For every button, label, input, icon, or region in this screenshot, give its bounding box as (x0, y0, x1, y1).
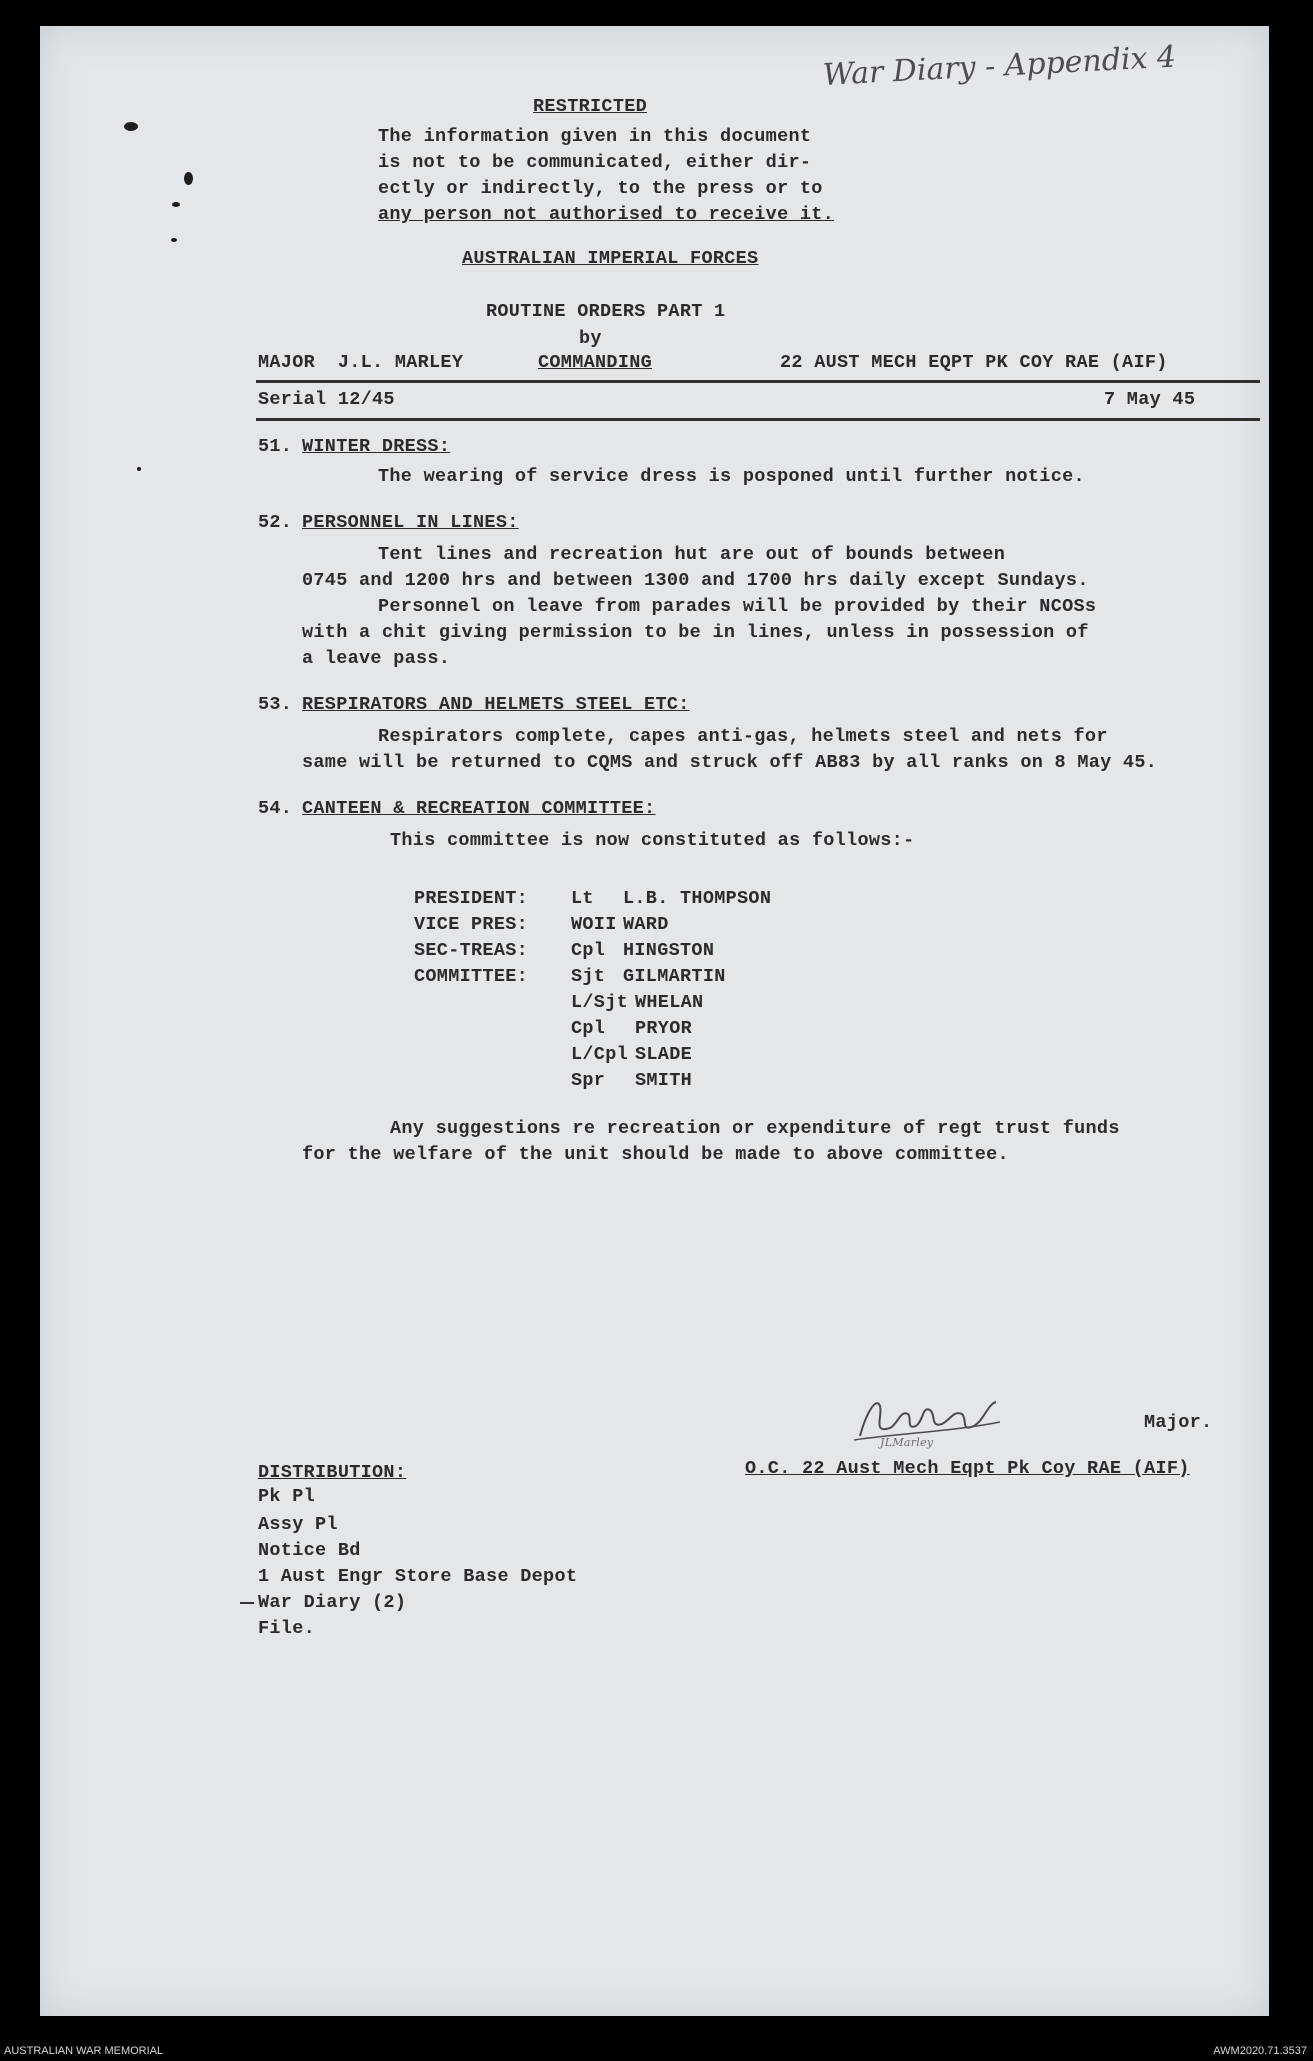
order-heading: RESPIRATORS AND HELMETS STEEL ETC: (302, 694, 690, 715)
committee-name: GILMARTIN (623, 966, 726, 987)
committee-name: L.B. THOMPSON (623, 888, 772, 909)
committee-rank: L/Sjt (571, 992, 629, 1013)
order-number: 54. (258, 798, 293, 819)
order-date: 7 May 45 (1104, 389, 1196, 410)
committee-rank: WOII (571, 914, 617, 935)
signatory-title: O.C. 22 Aust Mech Eqpt Pk Coy RAE (AIF) (745, 1458, 1190, 1479)
order-number: 53. (258, 694, 293, 715)
committee-name: HINGSTON (623, 940, 715, 961)
ink-speck (184, 172, 193, 185)
signature-name: JLMarley (880, 1436, 934, 1449)
orders-title: ROUTINE ORDERS PART 1 (486, 301, 726, 322)
order-text: The wearing of service dress is posponed until further notice. (378, 466, 1085, 487)
distribution-item: Pk Pl (258, 1486, 316, 1507)
ink-speck (124, 122, 138, 131)
notice-line: is not to be communicated, either dir- (378, 152, 812, 173)
by-label: by (579, 328, 602, 349)
force-title: AUSTRALIAN IMPERIAL FORCES (462, 248, 759, 269)
committee-rank: Cpl (571, 940, 606, 961)
signatory-rank: Major. (1144, 1412, 1213, 1433)
footer-reference: AWM2020.71.3537 (1213, 2045, 1307, 2057)
handwritten-tick (240, 1602, 254, 1604)
committee-role: SEC-TREAS: (414, 940, 529, 961)
order-text: a leave pass. (302, 648, 451, 669)
committee-name: WHELAN (635, 992, 704, 1013)
order-text: 0745 and 1200 hrs and between 1300 and 1700 hrs daily except Sundays. (302, 570, 1089, 591)
officer-name: MAJOR J.L. MARLEY (258, 352, 464, 373)
handwritten-annotation: War Diary - Appendix 4 (822, 39, 1177, 93)
committee-role: VICE PRES: (414, 914, 529, 935)
order-heading: WINTER DRESS: (302, 436, 451, 457)
suggestion-text: Any suggestions re recreation or expenditure of regt trust funds (390, 1118, 1120, 1139)
committee-name: WARD (623, 914, 669, 935)
committee-name: SLADE (635, 1044, 693, 1065)
committee-name: PRYOR (635, 1018, 693, 1039)
order-number: 51. (258, 436, 293, 457)
order-text: Personnel on leave from parades will be provided by their NCOSs (378, 596, 1097, 617)
ink-speck (172, 202, 180, 207)
distribution-item: Assy Pl (258, 1514, 338, 1535)
committee-role: PRESIDENT: (414, 888, 529, 909)
suggestion-text: for the welfare of the unit should be made to above committee. (302, 1144, 1009, 1165)
order-text: Tent lines and recreation hut are out of bounds between (378, 544, 1006, 565)
notice-line: The information given in this document (378, 126, 812, 147)
committee-rank: Cpl (571, 1018, 606, 1039)
header-rule (256, 380, 1260, 383)
notice-line: ectly or indirectly, to the press or to (378, 178, 823, 199)
serial-number: Serial 12/45 (258, 389, 395, 410)
committee-rank: Lt (571, 888, 594, 909)
restricted-heading: RESTRICTED (533, 96, 648, 117)
ink-speck (137, 467, 141, 471)
document-page (40, 26, 1269, 2016)
committee-role: COMMITTEE: (414, 966, 529, 987)
header-rule (256, 418, 1260, 421)
footer-credit: AUSTRALIAN WAR MEMORIAL (4, 2045, 164, 2057)
committee-rank: L/Cpl (571, 1044, 629, 1065)
distribution-item: War Diary (2) (258, 1592, 407, 1613)
ink-speck (171, 238, 177, 242)
distribution-item: File. (258, 1618, 316, 1639)
committee-rank: Spr (571, 1070, 606, 1091)
committee-rank: Sjt (571, 966, 606, 987)
distribution-item: Notice Bd (258, 1540, 361, 1561)
order-number: 52. (258, 512, 293, 533)
commanding-label: COMMANDING (538, 352, 653, 373)
unit-name: 22 AUST MECH EQPT PK COY RAE (AIF) (780, 352, 1168, 373)
order-heading: PERSONNEL IN LINES: (302, 512, 519, 533)
order-text: This committee is now constituted as follows:- (390, 830, 915, 851)
distribution-item: 1 Aust Engr Store Base Depot (258, 1566, 578, 1587)
order-text: same will be returned to CQMS and struck off AB83 by all ranks on 8 May 45. (302, 752, 1158, 773)
committee-name: SMITH (635, 1070, 693, 1091)
order-text: with a chit giving permission to be in lines, unless in possession of (302, 622, 1089, 643)
order-text: Respirators complete, capes anti-gas, helmets steel and nets for (378, 726, 1108, 747)
distribution-heading: DISTRIBUTION: (258, 1462, 407, 1483)
notice-line: any person not authorised to receive it. (378, 204, 835, 225)
order-heading: CANTEEN & RECREATION COMMITTEE: (302, 798, 656, 819)
